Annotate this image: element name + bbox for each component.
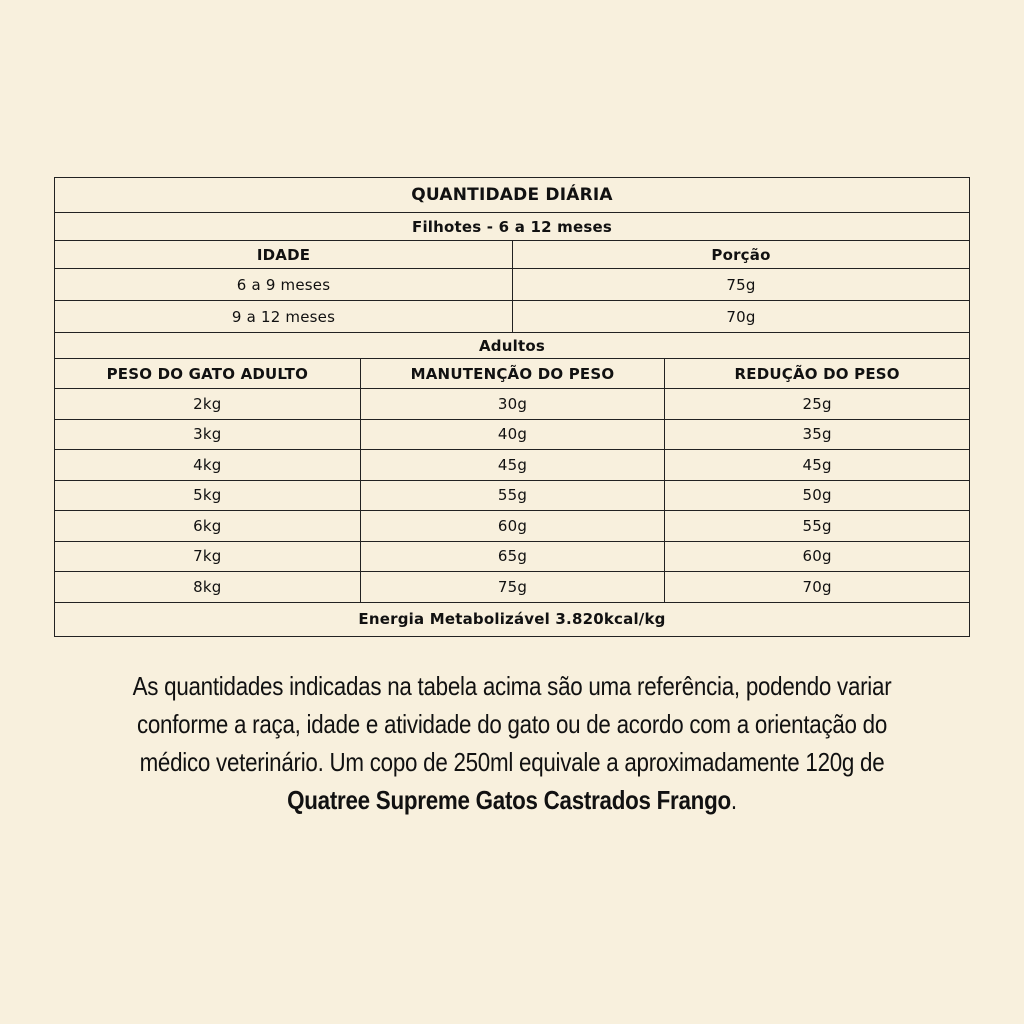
col-reduction-header: REDUÇÃO DO PESO	[664, 359, 969, 388]
maintenance-cell: 45g	[360, 450, 665, 480]
col-portion-header: Porção	[512, 241, 969, 268]
table-row	[55, 420, 969, 451]
maintenance-cell: 40g	[360, 420, 665, 450]
table-row	[55, 481, 969, 512]
table-row	[55, 269, 969, 301]
weight-cell: 5kg	[193, 486, 222, 505]
weight-cell: 8kg	[193, 577, 222, 596]
col-maintenance-header: MANUTENÇÃO DO PESO	[360, 359, 665, 388]
table-row	[55, 542, 969, 573]
kitten-portion-cell: 70g	[512, 301, 969, 332]
energy-row	[55, 603, 969, 636]
kittens-heading: Filhotes - 6 a 12 meses	[412, 217, 612, 236]
note-period: .	[730, 785, 737, 815]
kitten-age-cell: 9 a 12 meses	[231, 307, 336, 326]
adults-header-row	[55, 359, 969, 389]
table-row	[55, 301, 969, 333]
kitten-portion-cell: 75g	[512, 269, 969, 300]
table-row	[55, 450, 969, 481]
energy-value: Energia Metabolizável 3.820kcal/kg	[358, 610, 666, 628]
note-line: conforme a raça, idade e atividade do gato ou de acordo com a orientação do	[136, 709, 888, 739]
maintenance-cell: 60g	[360, 511, 665, 541]
adults-heading-row	[55, 333, 969, 359]
maintenance-cell: 30g	[360, 389, 665, 419]
reduction-cell: 60g	[664, 542, 969, 572]
weight-cell: 6kg	[193, 516, 222, 535]
note-line: As quantidades indicadas na tabela acima são uma referência, podendo variar	[132, 671, 892, 701]
reduction-cell: 70g	[664, 572, 969, 602]
weight-cell: 4kg	[193, 455, 222, 474]
product-name: Quatree Supreme Gatos Castrados Frango	[287, 785, 731, 815]
reduction-cell: 35g	[664, 420, 969, 450]
kittens-heading-row	[55, 213, 969, 241]
feeding-note	[106, 667, 918, 819]
weight-cell: 7kg	[193, 547, 222, 566]
maintenance-cell: 75g	[360, 572, 665, 602]
col-weight-header: PESO DO GATO ADULTO	[106, 364, 309, 383]
note-line-product	[106, 781, 918, 819]
weight-cell: 3kg	[193, 425, 222, 444]
weight-cell: 2kg	[193, 394, 222, 413]
kittens-header-row	[55, 241, 969, 269]
reduction-cell: 25g	[664, 389, 969, 419]
note-line: médico veterinário. Um copo de 250ml equivale a aproximadamente 120g de	[139, 747, 885, 777]
maintenance-cell: 55g	[360, 481, 665, 511]
adults-heading: Adultos	[479, 336, 545, 355]
reduction-cell: 45g	[664, 450, 969, 480]
feeding-table	[54, 177, 970, 637]
table-title: QUANTIDADE DIÁRIA	[411, 185, 613, 205]
table-row	[55, 389, 969, 420]
col-age-header: IDADE	[256, 245, 311, 264]
reduction-cell: 50g	[664, 481, 969, 511]
reduction-cell: 55g	[664, 511, 969, 541]
table-row	[55, 572, 969, 603]
maintenance-cell: 65g	[360, 542, 665, 572]
table-title-row	[55, 178, 969, 213]
kitten-age-cell: 6 a 9 meses	[236, 275, 331, 294]
table-row	[55, 511, 969, 542]
